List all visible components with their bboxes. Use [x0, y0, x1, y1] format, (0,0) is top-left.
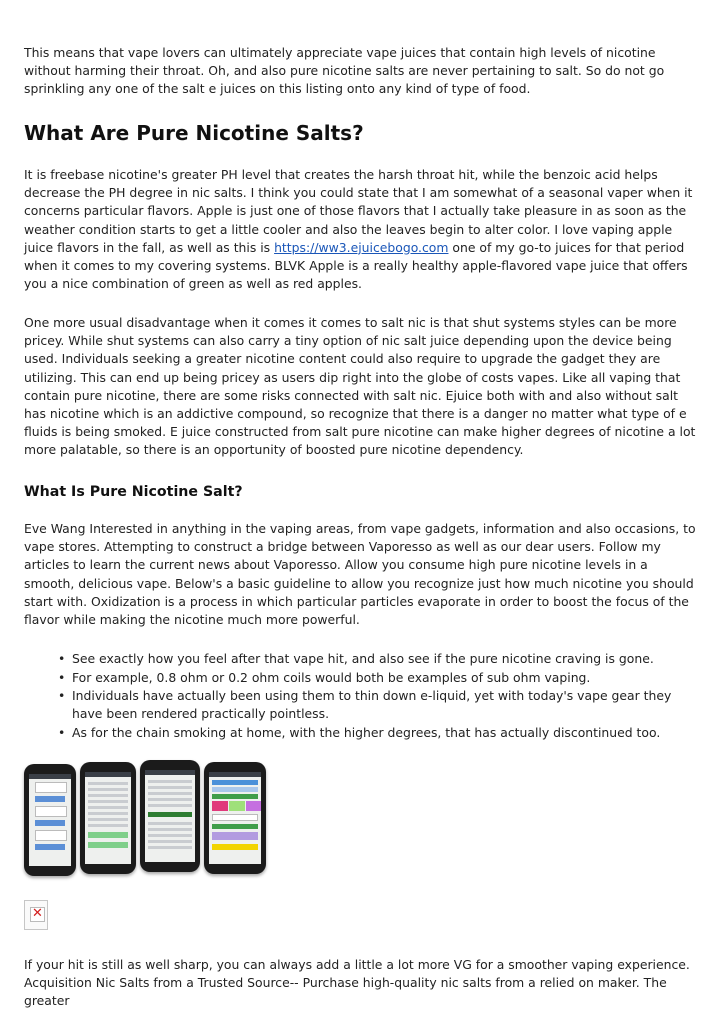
ejuice-link[interactable]: https://ww3.ejuicebogo.com [274, 239, 449, 255]
screen-box [35, 782, 67, 793]
screen-row [148, 822, 192, 825]
bullet-list [58, 650, 692, 742]
phone-illustration [204, 762, 266, 874]
screen-row [148, 798, 192, 801]
bullet-icon: • [58, 669, 66, 685]
screen-row [148, 792, 192, 795]
phone-screen [145, 770, 195, 862]
list-item-text: See exactly how you feel after that vape hit, and also see if the pure nicotine craving is gone. [72, 651, 654, 666]
phone-illustration [80, 762, 136, 874]
phone-screen [85, 772, 131, 864]
list-item-text: As for the chain smoking at home, with the higher degrees, that has actually discontinued too. [72, 724, 661, 740]
screen-row [88, 794, 128, 797]
list-item-text: For example, 0.8 ohm or 0.2 ohm coils would both be examples of sub ohm vaping. [72, 669, 591, 685]
screen-row [88, 788, 128, 791]
screen-box [35, 830, 67, 841]
screen-row [88, 800, 128, 803]
paragraph-text: It is freebase nicotine's greater PH level that creates the harsh throat hit, while the benzoic acid helps decrease the PH degree in nic salts. I think you could state that I am somewhat of a seasonal vaper when it concerns particular flavors. Apple is just one of those flavors that I actually take pleasure in as soon as the weather condition starts to get a little cooler and also the leaves begin to alter color. I love vaping apple juice flavors in the fall, as well as this is [24, 167, 693, 255]
screen-row [148, 834, 192, 837]
screen-button [88, 842, 128, 848]
phone-illustration [140, 760, 200, 872]
subsection-heading: What Is Pure Nicotine Salt? [24, 484, 243, 500]
screen-row [148, 828, 192, 831]
broken-image-icon [24, 900, 48, 930]
bullet-icon: • [58, 724, 66, 740]
screen-button [35, 796, 65, 802]
paragraph-author: Eve Wang Interested in anything in the vaping areas, from vape gadgets, information and also occasions, to vape stores. Attempting to construct a bridge between Vaporesso as well as our dear users. Follow my articles to learn the current news about Vaporesso. Allow you consume high pure nicotine levels in a smooth, delicious vape. Below's a basic guideline to allow you recognize just how much nicotine you should start with. Oxidization is a process in which particular particles evaporate in order to boost the focus of the flavor while making the nicotine much more powerful. [24, 521, 696, 628]
paragraph-apple [24, 166, 696, 293]
screen-row [148, 840, 192, 843]
screen-row [88, 818, 128, 821]
phone-screen [29, 774, 71, 866]
screen-row [148, 780, 192, 783]
screen-row [148, 846, 192, 849]
screen-band [212, 794, 258, 799]
screen-swatch [212, 801, 228, 811]
list-item [58, 650, 692, 668]
screen-row [88, 806, 128, 809]
screen-band [212, 787, 258, 792]
intro-paragraph: This means that vape lovers can ultimately appreciate vape juices that contain high levels of nicotine without harming their throat. Oh, and also pure nicotine salts are never pertaining to salt. So do not go sprinkling any one of the salt e juices on this listing onto any kind of type of food. [24, 45, 665, 97]
closing-paragraph: If your hit is still as well sharp, you can always add a little a lot more VG for a smoother vaping experience. Acquisition Nic Salts from a Trusted Source-- Purchase high-quality nic salts from a relied on maker. The greater [24, 957, 690, 1009]
close-icon: ✕ [30, 907, 45, 922]
screen-header [85, 772, 131, 777]
screen-button [35, 820, 65, 826]
section-heading: What Are Pure Nicotine Salts? [24, 121, 364, 145]
list-item [58, 687, 692, 723]
screen-header [145, 770, 195, 775]
screen-row [88, 782, 128, 785]
screen-row [148, 786, 192, 789]
phones-image [24, 760, 268, 876]
list-item [58, 669, 692, 687]
screen-row [88, 812, 128, 815]
screen-band [212, 780, 258, 785]
screen-band [212, 824, 258, 829]
screen-button [35, 844, 65, 850]
phone-screen [209, 772, 261, 864]
list-item [58, 724, 692, 742]
phone-illustration [24, 764, 76, 876]
screen-box [35, 806, 67, 817]
bullet-icon: • [58, 688, 66, 703]
screen-button [88, 832, 128, 838]
bullet-icon: • [58, 651, 66, 666]
screen-header [29, 774, 71, 779]
screen-button [212, 844, 258, 850]
screen-row [88, 824, 128, 827]
screen-band [148, 812, 192, 817]
screen-row [148, 804, 192, 807]
screen-header [209, 772, 261, 777]
paragraph-disadvantages: One more usual disadvantage when it comes it comes to salt nic is that shut systems styles can be more pricey. While shut systems can also carry a tiny option of nic salt juice depending upon the device being used. Individuals seeking a greater nicotine content could also require to upgrade the gadget they are utilizing. This can end up being pricey as users dip right into the globe of costs vapes. Like all vaping that contain pure nicotine, there are some risks connected with salt nic. Ejuice both with and also without salt has nicotine which is an addictive compound, so recognize that there is a danger no matter what type of e fluids is being smoked. E juice constructed from salt pure nicotine can make higher degrees of nicotine a lot more palatable, so there is an opportunity of boosted pure nicotine dependency. [24, 315, 696, 458]
screen-swatch [246, 801, 261, 811]
list-item-text: Individuals have actually been using them to thin down e-liquid, yet with today's vape gear they have been rendered practically pointless. [72, 688, 672, 722]
screen-box [212, 814, 258, 821]
screen-band [212, 832, 258, 840]
paragraph-text: one of my go-to juices for that period when it comes to my covering systems. BLVK Apple is a really healthy apple-flavored vape juice that offers you a nice combination of green as well as red apples. [24, 239, 688, 292]
screen-swatch [229, 801, 245, 811]
